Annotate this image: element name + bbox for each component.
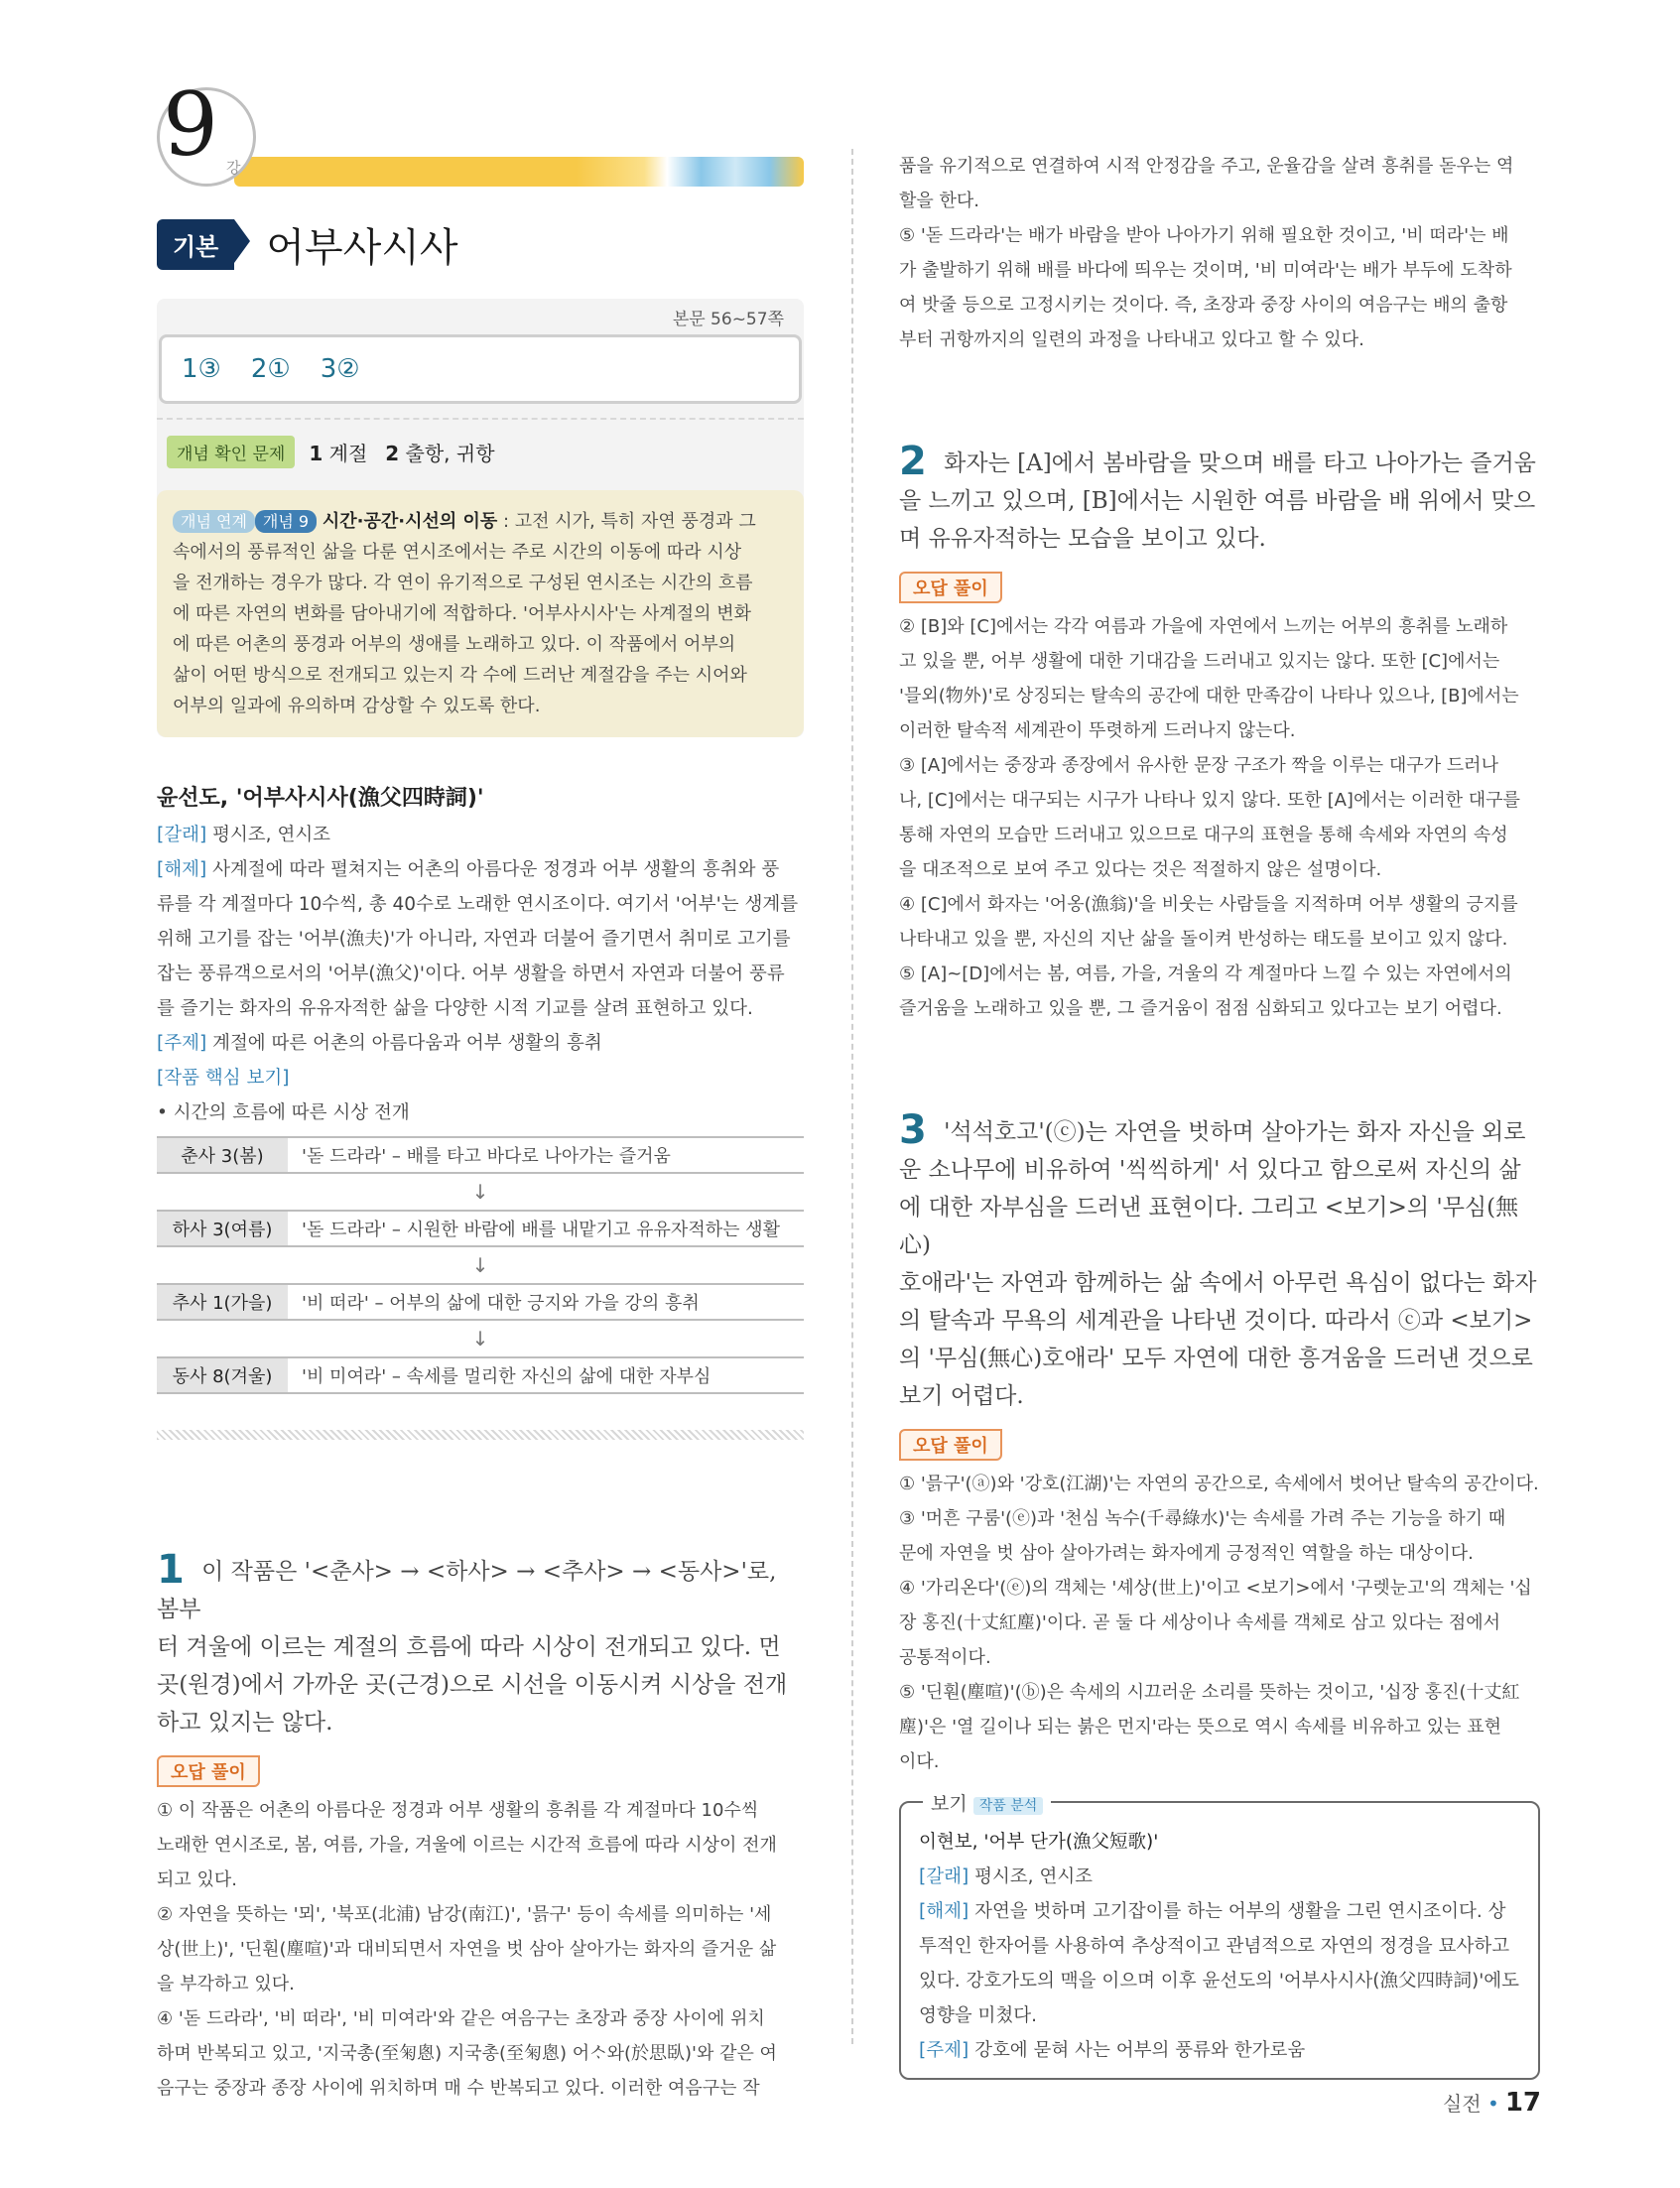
q2-exp-line: 나타내고 있을 뿐, 자신의 지난 삶을 돌이켜 반성하는 태도를 보이고 있지 않다.	[899, 929, 1508, 950]
basic-tag: 기본	[157, 219, 234, 270]
left-column	[157, 73, 804, 2106]
reference-explain-line: 영향을 미쳤다.	[919, 2005, 1037, 2026]
q1-continued	[899, 149, 1540, 357]
reference-theme: [주제] 강호에 묻혀 사는 어부의 풍류와 한가로움	[919, 2040, 1306, 2061]
concept-link-line: 개념 연계 개념 9 시간·공간·시선의 이동 : 고전 시가, 특히 자연 풍경과 그	[173, 506, 788, 537]
concept-link-tag: 개념 연계	[173, 510, 255, 533]
title-row	[157, 216, 804, 273]
lesson-unit: 강	[226, 159, 241, 177]
concept-answer: 2 출항, 귀항	[385, 442, 495, 465]
reference-tab: 보기 작품 분석	[923, 1789, 1051, 1816]
wrong-answer-label: 오답 풀이	[899, 572, 1002, 603]
footer-label: 실전	[1443, 2092, 1482, 2116]
work-explain-line: 류를 각 계절마다 10수씩, 총 40수로 노래한 연시조이다. 여기서 '어부'는 생계를	[157, 894, 799, 915]
q3-line: 운 소나무에 비유하여 '씩씩하게' 서 있다고 함으로써 자신의 삶	[899, 1157, 1521, 1183]
answer-item: 2①	[250, 354, 291, 384]
q1-line: 1 이 작품은 '<춘사> → <하사> → <추사> → <동사>'로, 봄부	[157, 1547, 777, 1622]
q1-exp-line: ② 자연을 뜻하는 '뫼', '북포(北浦) 남강(南江)', '믉구' 등이 속세를 의미하는 '세	[157, 1904, 772, 1925]
wrong-answer-label: 오답 풀이	[899, 1429, 1002, 1461]
page-number: 17	[1504, 2088, 1541, 2118]
q1-exp-line: ④ '돋 드라라', '비 떠라', '비 미여라'와 같은 여음구는 초장과 중장 사이에 위치	[157, 2008, 765, 2029]
q1-exp-line: 가 출발하기 위해 배를 바다에 띄우는 것이며, '비 미여라'는 배가 부두에 도착하	[899, 260, 1512, 281]
down-arrow-icon: ↓	[471, 1327, 489, 1351]
lesson-header	[157, 73, 804, 194]
q1-exp-line: 을 부각하고 있다.	[157, 1974, 295, 1995]
q2-exp-line: 즐거움을 노래하고 있을 뿐, 그 즐거움이 점점 심화되고 있다고는 보기 어렵다.	[899, 998, 1502, 1019]
flow-desc: '돋 드라라' – 시원한 바람에 배를 내맡기고 유유자적하는 생활	[302, 1220, 780, 1240]
q1-exp-line: 할을 한다.	[899, 191, 979, 211]
q1-exp-line: 부터 귀항까지의 일련의 과정을 나타내고 있다고 할 수 있다.	[899, 329, 1364, 350]
q1-exp-line: 노래한 연시조로, 봄, 여름, 가을, 겨울에 이르는 시간적 흐름에 따라 시상이 전개	[157, 1835, 777, 1856]
answer-box	[157, 299, 804, 737]
lesson-number: 9	[163, 73, 218, 176]
work-core-bullet: • 시간의 흐름에 따른 시상 전개	[157, 1102, 410, 1123]
concept-check-label: 개념 확인 문제	[167, 436, 295, 468]
q3-exp-line: 장 홍진(十丈紅塵)'이다. 곧 둘 다 세상이나 속세를 객체로 삼고 있다는 점에서	[899, 1612, 1501, 1633]
q1-exp-line: 상(世上)', '딘훤(塵喧)'과 대비되면서 자연을 벗 삼아 살아가는 화자의 즐거운 삶	[157, 1939, 777, 1960]
q1-exp-line: ① 이 작품은 어촌의 아름다운 정경과 어부 생활의 흥취를 각 계절마다 10수씩	[157, 1800, 759, 1821]
flow-row	[157, 1210, 804, 1247]
q1-line: 곳(원경)에서 가까운 곳(근경)으로 시선을 이동시켜 시상을 전개	[157, 1672, 788, 1698]
work-explain: [해제] 사계절에 따라 펼쳐지는 어촌의 아름다운 정경과 어부 생활의 흥취와 풍	[157, 859, 780, 880]
q2-line: 며 유유자적하는 모습을 보이고 있다.	[899, 526, 1266, 552]
q1-exp-line: 음구는 중장과 종장 사이에 위치하며 매 수 반복되고 있다. 이러한 여음구는 작	[157, 2078, 760, 2099]
q3-line: 의 '무심(無心)호애라' 모두 자연에 대한 흥겨움을 드러낸 것으로	[899, 1346, 1533, 1371]
reference-explain: [해제] 자연을 벗하며 고기잡이를 하는 어부의 생활을 그린 연시조이다. 상	[919, 1901, 1506, 1922]
question-3	[899, 1107, 1540, 1779]
reference-genre: [갈래] 평시조, 연시조	[919, 1866, 1094, 1887]
work-explain-line: 위해 고기를 잡는 '어부(漁夫)'가 아니라, 자연과 더불어 즐기면서 취미로 고기를	[157, 929, 791, 950]
down-arrow-icon: ↓	[471, 1180, 489, 1204]
flow-desc: '비 미여라' – 속세를 멀리한 자신의 삶에 대한 자부심	[302, 1366, 711, 1387]
q3-exp-line: 이다.	[899, 1751, 940, 1772]
q2-exp-line: ⑤ [A]~[D]에서는 봄, 여름, 가을, 겨울의 각 계절마다 느낄 수 있는 자연에서의	[899, 964, 1512, 984]
q1-exp-line: ⑤ '돋 드라라'는 배가 바람을 받아 나아가기 위해 필요한 것이고, '비 떠라'는 배	[899, 225, 1509, 246]
work-title: 윤선도, '어부사시사(漁父四時詞)'	[157, 786, 484, 811]
q2-exp-line: 고 있을 뿐, 어부 생활에 대한 기대감을 드러내고 있지는 않다. 또한 [C]에서는	[899, 651, 1500, 672]
flow-row	[157, 1283, 804, 1321]
work-core-label: [작품 핵심 보기]	[157, 1068, 290, 1089]
q3-line: 에 대한 자부심을 드러낸 표현이다. 그리고 <보기>의 '무심(無心)	[899, 1195, 1519, 1258]
flow-season: 춘사 3(봄)	[157, 1138, 288, 1172]
concept-link-line: 어부의 일과에 유의하며 감상할 수 있도록 한다.	[173, 696, 541, 716]
question-1	[157, 1547, 804, 2106]
concept-number-tag: 개념 9	[255, 510, 317, 533]
q2-exp-line: 통해 자연의 모습만 드러내고 있으므로 대구의 표현을 통해 속세와 자연의 속성	[899, 825, 1508, 845]
flow-season: 하사 3(여름)	[157, 1212, 288, 1245]
down-arrow-icon: ↓	[471, 1253, 489, 1277]
column-divider	[851, 149, 853, 2044]
right-column	[899, 149, 1540, 2080]
answer-item: 1③	[182, 354, 221, 384]
concept-link-box	[157, 490, 804, 737]
concept-link-line: 에 따른 자연의 변화를 담아내기에 적합하다. '어부사시사'는 사계절의 변화	[173, 603, 752, 624]
q1-line: 터 겨울에 이르는 계절의 흐름에 따라 시상이 전개되고 있다. 먼	[157, 1634, 781, 1660]
reference-title: 이현보, '어부 단가(漁父短歌)'	[919, 1832, 1159, 1853]
q3-exp-line: 공통적이다.	[899, 1647, 991, 1668]
flow-desc: '돋 드라라' – 배를 타고 바다로 나아가는 즐거움	[302, 1146, 671, 1167]
footer-dot-icon: •	[1481, 2092, 1499, 2116]
concept-link-line: 삶이 어떤 방식으로 전개되고 있는지 각 수에 드러난 계절감을 주는 시어와	[173, 665, 747, 686]
q2-exp-line: ② [B]와 [C]에서는 각각 여름과 가을에 자연에서 느끼는 어부의 흥취를 노래하	[899, 616, 1508, 637]
q1-exp-line: 되고 있다.	[157, 1869, 237, 1890]
q2-exp-line: 이러한 탈속적 세계관이 뚜렷하게 드러나지 않는다.	[899, 720, 1296, 741]
q3-exp-line: ④ '가리온다'(ⓔ)의 객체는 '셰상(世上)'이고 <보기>에서 '구렛눈고'의 객체는 '십	[899, 1578, 1532, 1599]
concept-link-line: 속에서의 풍류적인 삶을 다룬 연시조에서는 주로 시간의 이동에 따라 시상	[173, 542, 742, 563]
page-title: 어부사시사	[266, 225, 458, 271]
flow-row	[157, 1136, 804, 1174]
q1-exp-line: 품을 유기적으로 연결하여 시적 안정감을 주고, 운율감을 살려 흥취를 돋우는 역	[899, 156, 1514, 177]
page-reference: 본문 56~57쪽	[672, 310, 784, 329]
lesson-banner	[234, 157, 804, 187]
q1-exp-line: 하며 반복되고 있고, '지국총(至匊悤) 지국총(至匊悤) 어ᄉᆞ와(於思臥)'와 같은 여	[157, 2043, 777, 2064]
answer-item: 3②	[320, 354, 360, 384]
q3-exp-line: 문에 자연을 벗 삼아 살아가려는 화자에게 긍정적인 역할을 하는 대상이다.	[899, 1543, 1474, 1564]
reference-box	[899, 1793, 1540, 2080]
q2-exp-line: ③ [A]에서는 중장과 종장에서 유사한 문장 구조가 짝을 이루는 대구가 드러나	[899, 755, 1498, 776]
work-theme: [주제] 계절에 따른 어촌의 아름다움과 어부 생활의 흥취	[157, 1033, 602, 1054]
question-2	[899, 439, 1540, 1026]
analysis-pill: 작품 분석	[973, 1797, 1044, 1815]
q3-exp-line: ⑤ '딘훤(塵喧)'(ⓑ)은 속세의 시끄러운 소리를 뜻하는 것이고, '십장 홍진(十丈紅	[899, 1682, 1520, 1703]
concept-link-line: 을 전개하는 경우가 많다. 각 연이 유기적으로 구성된 연시조는 시간의 흐름	[173, 573, 753, 593]
q2-exp-line: 나, [C]에서는 대구되는 시구가 나타나 있지 않다. 또한 [A]에서는 이러한 대구를	[899, 790, 1520, 811]
flow-desc: '비 떠라' – 어부의 삶에 대한 긍지와 가을 강의 흥취	[302, 1293, 700, 1314]
flow-season: 동사 8(겨울)	[157, 1358, 288, 1392]
q3-line: 의 탈속과 무욕의 세계관을 나타낸 것이다. 따라서 ⓒ과 <보기>	[899, 1308, 1533, 1334]
q2-exp-line: 을 대조적으로 보여 주고 있다는 것은 적절하지 않은 설명이다.	[899, 859, 1382, 880]
q3-line: 호애라'는 자연과 함께하는 삶 속에서 아무런 욕심이 없다는 화자	[899, 1270, 1537, 1296]
season-flow	[157, 1136, 804, 1394]
work-explain-line: 잡는 풍류객으로서의 '어부(漁父)'이다. 어부 생활을 하면서 자연과 더불어 풍류	[157, 964, 785, 984]
q2-number: 2	[899, 439, 927, 484]
reference-explain-line: 투적인 한자어를 사용하여 추상적이고 관념적으로 자연의 정경을 묘사하고	[919, 1936, 1510, 1957]
q3-line: 3 '석석호고'(ⓒ)는 자연을 벗하며 살아가는 화자 자신을 외로	[899, 1107, 1526, 1153]
q3-exp-line: ③ '머흔 구룸'(ⓔ)과 '천심 녹수(千尋綠水)'는 속세를 가려 주는 기능을 하기 때	[899, 1508, 1506, 1529]
flow-season: 추사 1(가을)	[157, 1285, 288, 1319]
q2-exp-line: '믈외(物外)'로 상징되는 탈속의 공간에 대한 만족감이 나타나 있으나, [B]에서는	[899, 686, 1519, 707]
section-divider	[157, 1430, 804, 1440]
work-genre: [갈래] 평시조, 연시조	[157, 825, 331, 845]
wrong-answer-label: 오답 풀이	[157, 1755, 260, 1787]
concept-answer: 1 계절	[309, 442, 368, 465]
q2-exp-line: ④ [C]에서 화자는 '어옹(漁翁)'을 비웃는 사람들을 지적하며 어부 생활의 긍지를	[899, 894, 1518, 915]
q2-line: 2 화자는 [A]에서 봄바람을 맞으며 배를 타고 나아가는 즐거움	[899, 439, 1536, 484]
flow-row	[157, 1356, 804, 1394]
q2-line: 을 느끼고 있으며, [B]에서는 시원한 여름 바람을 배 위에서 맞으	[899, 488, 1536, 514]
q3-exp-line: ① '믉구'(ⓐ)와 '강호(江湖)'는 자연의 공간으로, 속세에서 벗어난 탈속의 공간이다.	[899, 1474, 1539, 1494]
q1-exp-line: 여 밧줄 등으로 고정시키는 것이다. 즉, 초장과 중장 사이의 여음구는 배의 출항	[899, 295, 1508, 316]
q1-number: 1	[157, 1547, 185, 1593]
concept-link-line: 에 따른 어촌의 풍경과 어부의 생애를 노래하고 있다. 이 작품에서 어부의	[173, 634, 736, 655]
q3-line: 보기 어렵다.	[899, 1383, 1024, 1409]
reference-explain-line: 있다. 강호가도의 맥을 이으며 이후 윤선도의 '어부사시사(漁父四時詞)'에도	[919, 1971, 1520, 1992]
concept-heading: 시간·공간·시선의 이동	[322, 511, 498, 532]
answer-list	[159, 334, 802, 404]
concept-check-row	[157, 418, 804, 482]
q1-line: 하고 있지는 않다.	[157, 1710, 333, 1736]
q3-number: 3	[899, 1107, 927, 1153]
page-footer	[1443, 2088, 1541, 2118]
work-explain-line: 를 즐기는 화자의 유유자적한 삶을 다양한 시적 기교를 살려 표현하고 있다.	[157, 998, 753, 1019]
q3-exp-line: 塵)'은 '열 길이나 되는 붉은 먼지'라는 뜻으로 역시 속세를 비유하고 있는 표현	[899, 1717, 1502, 1738]
